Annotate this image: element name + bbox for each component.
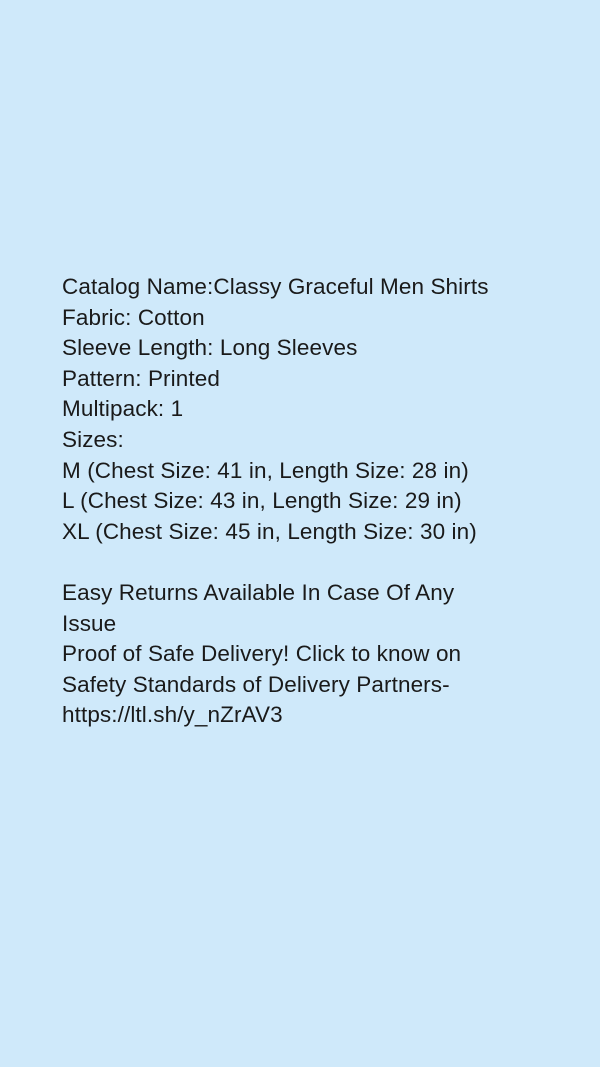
multipack-line: Multipack: 1 [62, 396, 184, 422]
catalog-name-line: Catalog Name:Classy Graceful Men Shirts [62, 274, 489, 299]
paragraph-spacer [62, 547, 562, 578]
easy-returns-line: Easy Returns Available In Case Of Any Issue [62, 579, 461, 636]
size-option-l: L (Chest Size: 43 in, Length Size: 29 in) [62, 488, 462, 514]
description-text-block [62, 272, 562, 731]
sleeve-length-line: Sleeve Length: Long Sleeves [62, 335, 358, 361]
sizes-label: Sizes: [62, 426, 124, 452]
size-option-m: M (Chest Size: 41 in, Length Size: 28 in) [62, 457, 469, 483]
pattern-line: Pattern: Printed [62, 365, 220, 391]
fabric-line: Fabric: Cotton [62, 304, 205, 330]
safe-delivery-line: Proof of Safe Delivery! Click to know on Safety Standards of Delivery Partners- https://ltl.sh/y_nZrAV3 [62, 641, 468, 728]
size-option-xl: XL (Chest Size: 45 in, Length Size: 30 in) [62, 518, 477, 544]
